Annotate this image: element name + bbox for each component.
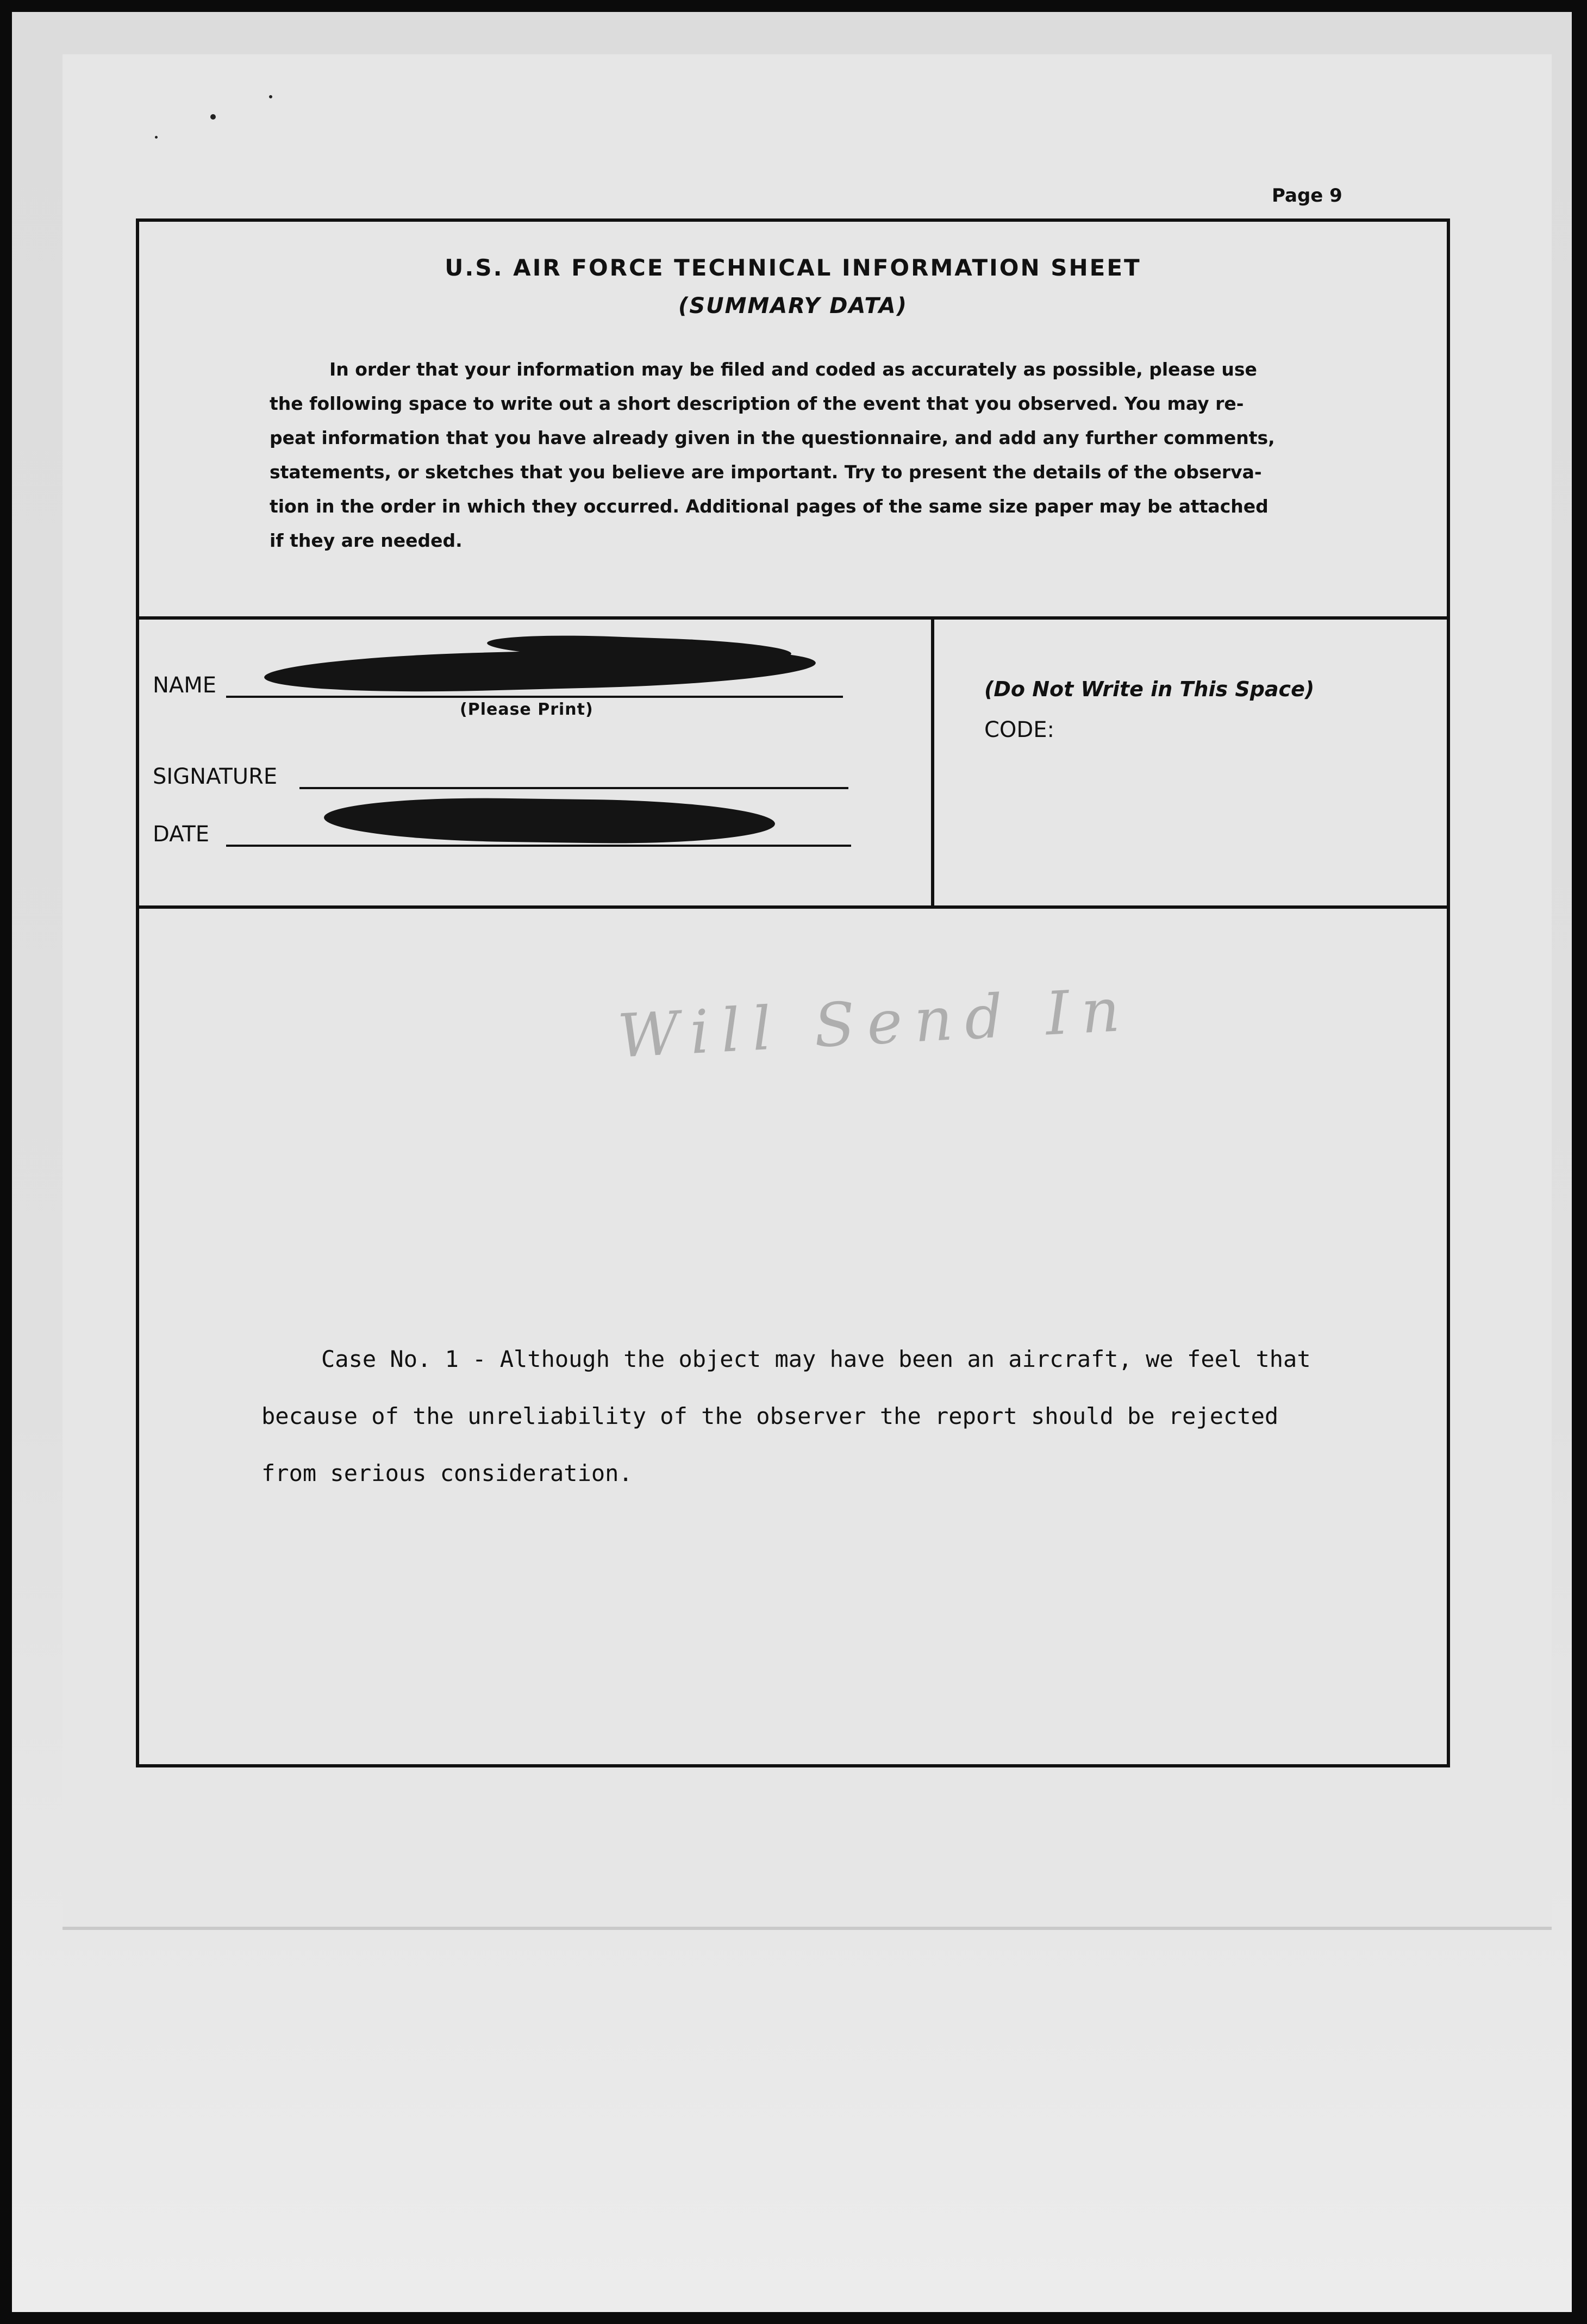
instructions-paragraph xyxy=(270,352,1449,551)
handwritten-note-text: Will Send In xyxy=(616,974,1134,1071)
header-divider xyxy=(139,616,1447,620)
conclusion-line: because of the unreliability of the observer the report should be rejected xyxy=(261,1403,1279,1429)
date-line[interactable] xyxy=(226,845,851,847)
name-print-hint: (Please Print) xyxy=(460,700,593,719)
instructions-line: In order that your information may be filed and coded as accurately as possible, please use xyxy=(329,359,1257,380)
name-line[interactable] xyxy=(226,696,843,698)
office-use-divider xyxy=(931,616,934,909)
handwritten-note xyxy=(616,974,1134,1075)
fields-divider xyxy=(139,905,1447,909)
case-conclusion xyxy=(261,1330,1457,1502)
instructions-line: if they are needed. xyxy=(270,530,463,551)
page-number: Page 9 xyxy=(1272,185,1342,207)
conclusion-line: from serious consideration. xyxy=(261,1460,633,1486)
scan-speck xyxy=(155,136,158,139)
instructions-line: tion in the order in which they occurred. Additional pages of the same size paper may be attached xyxy=(270,496,1269,517)
date-redaction xyxy=(323,796,775,846)
scan-speck xyxy=(210,114,216,120)
information-sheet-form xyxy=(136,218,1450,1767)
signature-line[interactable] xyxy=(299,787,848,789)
date-label: DATE xyxy=(153,822,210,847)
signature-label: SIGNATURE xyxy=(153,764,278,789)
instructions-line: the following space to write out a short description of the event that you observed. You may re- xyxy=(270,393,1244,414)
office-use-note: (Do Not Write in This Space) xyxy=(984,677,1315,701)
form-subtitle: (SUMMARY DATA) xyxy=(678,293,908,318)
scan-speck xyxy=(269,95,272,98)
instructions-line: statements, or sketches that you believe are important. Try to present the details of the observa- xyxy=(270,461,1262,483)
instructions-line: peat information that you have already given in the questionnaire, and add any further comments, xyxy=(270,427,1275,448)
conclusion-line: Case No. 1 - Although the object may have been an aircraft, we feel that xyxy=(321,1346,1311,1372)
form-title: U.S. AIR FORCE TECHNICAL INFORMATION SHEET xyxy=(445,254,1141,281)
name-label: NAME xyxy=(153,673,217,698)
code-label: CODE: xyxy=(984,717,1054,742)
